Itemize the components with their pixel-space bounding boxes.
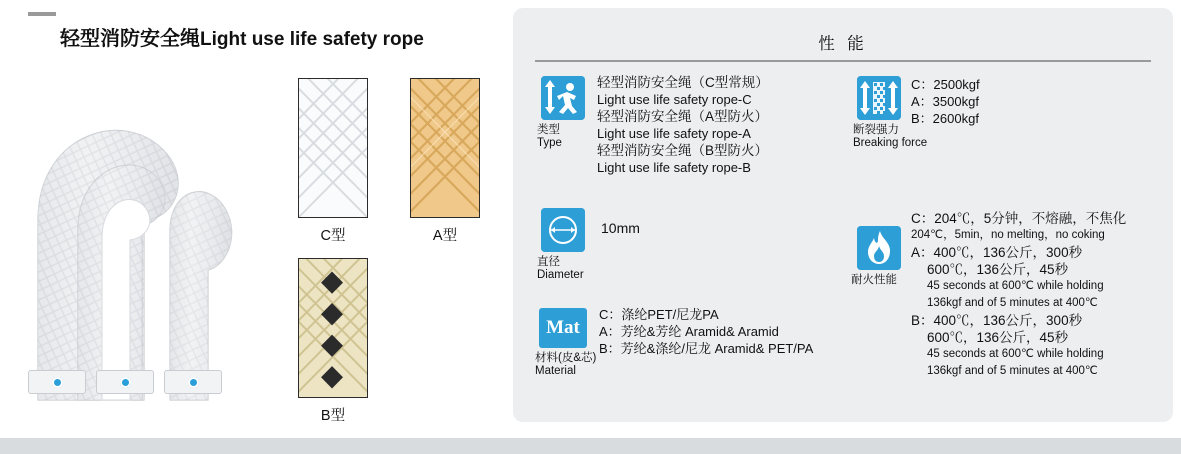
diameter-caption-en: Diameter [537,269,584,281]
rope-band-2 [96,370,154,394]
footer-bar [0,438,1181,454]
fire-line-6: 136kgf and of 5 minutes at 400℃ [927,297,1098,309]
type-line-4: Light use life safety rope-A [597,126,751,141]
fire-line-5: 45 seconds at 600℃ while holding [927,280,1104,292]
type-line-2: Light use life safety rope-C [597,92,752,107]
band-grommet-icon [52,377,63,388]
type-values [597,74,769,176]
diameter-value: 10mm [601,220,640,236]
material-caption [535,352,596,378]
fire-line-4: 600℃，136公斤，45秒 [927,262,1069,277]
swatch-a-label: A型 [432,228,458,244]
swatch-c-label: C型 [320,228,346,244]
braid-pattern-a [411,79,479,217]
fire-resistance-caption [851,274,897,287]
tension-arrows-icon [857,76,901,120]
fire-line-3: A：400℃，136公斤，300秒 [911,245,1083,260]
fire-resistance-caption-cn: 耐火性能 [851,274,897,286]
breaking-force-caption-en: Breaking force [853,137,928,149]
swatch-b-label: B型 [320,408,346,424]
type-line-5: 轻型消防安全绳（B型防火） [597,143,769,158]
breaking-force-line-2: A：3500kgf [911,94,979,109]
breaking-force-caption-cn: 断裂强力 [853,124,899,136]
material-line-1: C：涤纶PET/尼龙PA [599,307,719,322]
type-line-1: 轻型消防安全绳（C型常规） [597,75,769,90]
person-fall-icon [541,76,585,120]
diameter-caption-cn: 直径 [537,256,560,268]
fire-resistance-values [911,210,1126,380]
breaking-force-line-3: B：2600kgf [911,111,979,126]
title-english: Light use life safety rope [200,29,424,50]
fire-line-9: 45 seconds at 600℃ while holding [927,348,1104,360]
fire-line-8: 600℃，136公斤，45秒 [927,330,1069,345]
type-line-3: 轻型消防安全绳（A型防火） [597,109,769,124]
performance-panel [513,8,1173,422]
type-caption [537,124,562,150]
rope-band-3 [164,370,222,394]
swatch-b [298,258,368,398]
diameter-caption [537,256,584,282]
fire-line-1: C：204℃，5分钟，不熔融，不焦化 [911,211,1127,226]
page-title [60,22,480,51]
breaking-force-line-1: C：2500kgf [911,77,980,92]
braid-pattern-c [299,79,367,217]
type-icon [541,76,585,120]
title-accent-bar [28,12,56,16]
title-divider [535,60,1151,62]
product-illustration-panel [0,0,500,430]
band-grommet-icon [188,377,199,388]
breaking-force-values [911,76,980,127]
rope-image [20,70,290,410]
breaking-force-caption [853,124,927,150]
type-caption-en: Type [537,137,562,149]
band-grommet-icon [120,377,131,388]
rope-band-1 [28,370,86,394]
performance-title: 性 能 [818,35,868,53]
swatch-a [410,78,480,218]
fire-line-7: B：400℃，136公斤，300秒 [911,313,1083,328]
type-line-6: Light use life safety rope-B [597,160,751,175]
fire-line-2: 204℃，5min，no melting，no coking [911,229,1105,241]
material-line-2: A：芳纶&芳纶 Aramid& Aramid [599,324,779,339]
type-caption-cn: 类型 [537,124,560,136]
flame-icon [857,226,901,270]
circle-diameter-icon [541,208,585,252]
material-line-3: B：芳纶&涤纶/尼龙 Aramid& PET/PA [599,341,814,356]
rope-vector [20,70,290,410]
material-values [599,306,813,357]
material-icon: Mat [539,308,587,348]
swatch-c [298,78,368,218]
braid-pattern-b [299,259,367,397]
material-caption-en: Material [535,365,576,377]
diameter-icon [541,208,585,252]
title-chinese: 轻型消防安全绳 [60,28,200,50]
fire-resistance-icon [857,226,901,270]
breaking-force-icon [857,76,901,120]
material-caption-cn: 材料(皮&芯) [535,352,597,364]
fire-line-10: 136kgf and of 5 minutes at 400℃ [927,365,1098,377]
